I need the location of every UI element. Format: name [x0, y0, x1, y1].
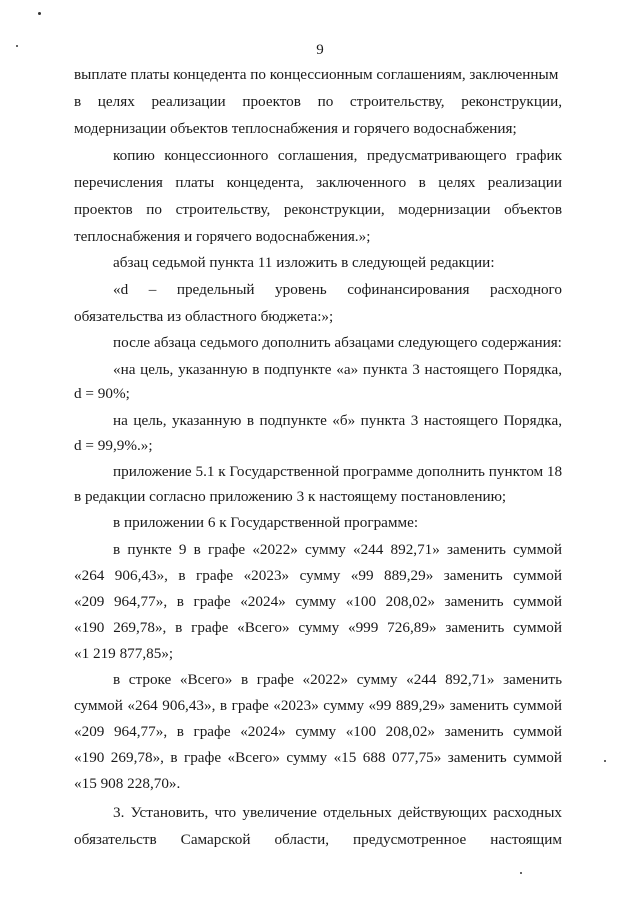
text-line: d = 99,9%.»;: [74, 437, 153, 454]
text-line: «на цель, указанную в подпункте «а» пункта 3 настоящего Порядка,: [113, 361, 562, 378]
text-line: копию концессионного соглашения, предусматривающего график: [113, 147, 562, 164]
text-line: в строке «Всего» в графе «2022» сумму «244 892,71» заменить: [113, 671, 562, 688]
text-line: «1 219 877,85»;: [74, 645, 174, 662]
text-line: приложение 5.1 к Государственной программе дополнить пунктом 18: [113, 463, 563, 480]
scan-speck: [520, 872, 522, 874]
text-line: обязательства из областного бюджета:»;: [74, 308, 334, 325]
text-line: обязательств Самарской области, предусмотренное настоящим: [74, 831, 562, 848]
text-line: «190 269,78», в графе «Всего» сумму «999 726,89» заменить суммой: [74, 619, 562, 636]
text-line: абзац седьмой пункта 11 изложить в следующей редакции:: [113, 254, 495, 271]
text-line: в пункте 9 в графе «2022» сумму «244 892,71» заменить суммой: [113, 541, 562, 558]
scan-speck: [604, 760, 606, 762]
text-line: «190 269,78», в графе «Всего» сумму «15 688 077,75» заменить суммой: [74, 749, 562, 766]
text-line: в целях реализации проектов по строительству, реконструкции,: [74, 93, 562, 110]
text-line: перечисления платы концедента, заключенного в целях реализации: [74, 174, 562, 191]
text-line: «209 964,77», в графе «2024» сумму «100 208,02» заменить суммой: [74, 723, 562, 740]
text-line: проектов по строительству, реконструкции, модернизации объектов: [74, 201, 562, 218]
text-line: суммой «264 906,43», в графе «2023» сумму «99 889,29» заменить суммой: [74, 697, 562, 714]
text-line: d = 90%;: [74, 385, 130, 402]
text-line: «d – предельный уровень софинансирования расходного: [113, 281, 562, 298]
text-line: выплате платы концедента по концессионным соглашениям, заключенным: [74, 66, 559, 83]
text-line: модернизации объектов теплоснабжения и горячего водоснабжения;: [74, 120, 517, 137]
text-line: в приложении 6 к Государственной программе:: [113, 514, 419, 531]
text-line: в редакции согласно приложению 3 к настоящему постановлению;: [74, 488, 507, 505]
page-number: 9: [316, 42, 324, 58]
text-line: теплоснабжения и горячего водоснабжения.»;: [74, 228, 371, 245]
text-line: 3. Установить, что увеличение отдельных действующих расходных: [113, 804, 562, 821]
text-line: «15 908 228,70».: [74, 775, 181, 792]
text-line: «209 964,77», в графе «2024» сумму «100 208,02» заменить суммой: [74, 593, 562, 610]
text-line: после абзаца седьмого дополнить абзацами следующего содержания:: [113, 334, 562, 351]
text-line: «264 906,43», в графе «2023» сумму «99 889,29» заменить суммой: [74, 567, 562, 584]
text-line: на цель, указанную в подпункте «б» пункта 3 настоящего Порядка,: [113, 412, 562, 429]
scan-speck: [38, 12, 41, 15]
